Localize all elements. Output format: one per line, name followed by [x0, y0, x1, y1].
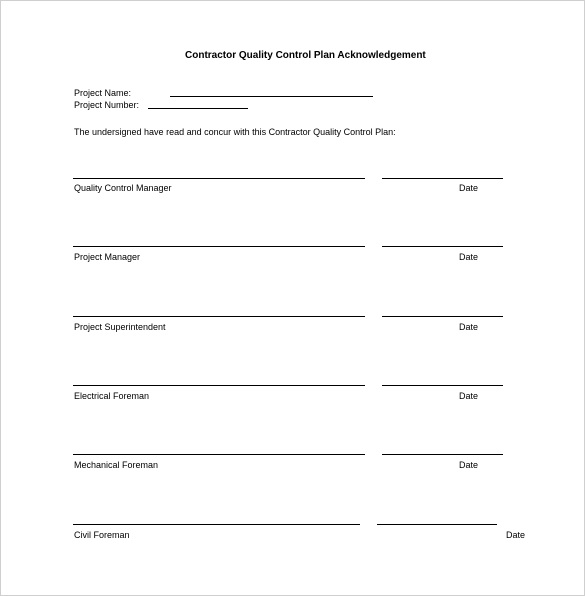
date-label: Date: [459, 183, 479, 193]
project-name-field[interactable]: [170, 96, 373, 97]
role-label-electrical-foreman: Electrical Foreman: [74, 391, 150, 401]
signature-line-quality-control-manager[interactable]: [73, 178, 365, 179]
project-number-field[interactable]: [148, 108, 248, 109]
signature-line-civil-foreman[interactable]: [73, 524, 360, 525]
date-label: Date: [506, 530, 526, 540]
date-line-quality-control-manager[interactable]: [382, 178, 503, 179]
date-line-project-manager[interactable]: [382, 246, 503, 247]
role-label-project-manager: Project Manager: [74, 252, 141, 262]
date-line-electrical-foreman[interactable]: [382, 385, 503, 386]
intro-text: The undersigned have read and concur with this Contractor Quality Control Plan:: [74, 127, 396, 137]
document-title: Contractor Quality Control Plan Acknowledgement: [185, 50, 426, 61]
project-name-label: Project Name:: [74, 88, 132, 98]
signature-line-mechanical-foreman[interactable]: [73, 454, 365, 455]
date-line-mechanical-foreman[interactable]: [382, 454, 503, 455]
role-label-civil-foreman: Civil Foreman: [74, 530, 130, 540]
signature-line-electrical-foreman[interactable]: [73, 385, 365, 386]
date-label: Date: [459, 460, 479, 470]
date-label: Date: [459, 391, 479, 401]
project-number-label: Project Number:: [74, 100, 140, 110]
date-label: Date: [459, 252, 479, 262]
role-label-project-superintendent: Project Superintendent: [74, 322, 166, 332]
signature-line-project-superintendent[interactable]: [73, 316, 365, 317]
date-line-project-superintendent[interactable]: [382, 316, 503, 317]
date-line-civil-foreman[interactable]: [377, 524, 497, 525]
role-label-quality-control-manager: Quality Control Manager: [74, 183, 172, 193]
signature-line-project-manager[interactable]: [73, 246, 365, 247]
date-label: Date: [459, 322, 479, 332]
role-label-mechanical-foreman: Mechanical Foreman: [74, 460, 159, 470]
